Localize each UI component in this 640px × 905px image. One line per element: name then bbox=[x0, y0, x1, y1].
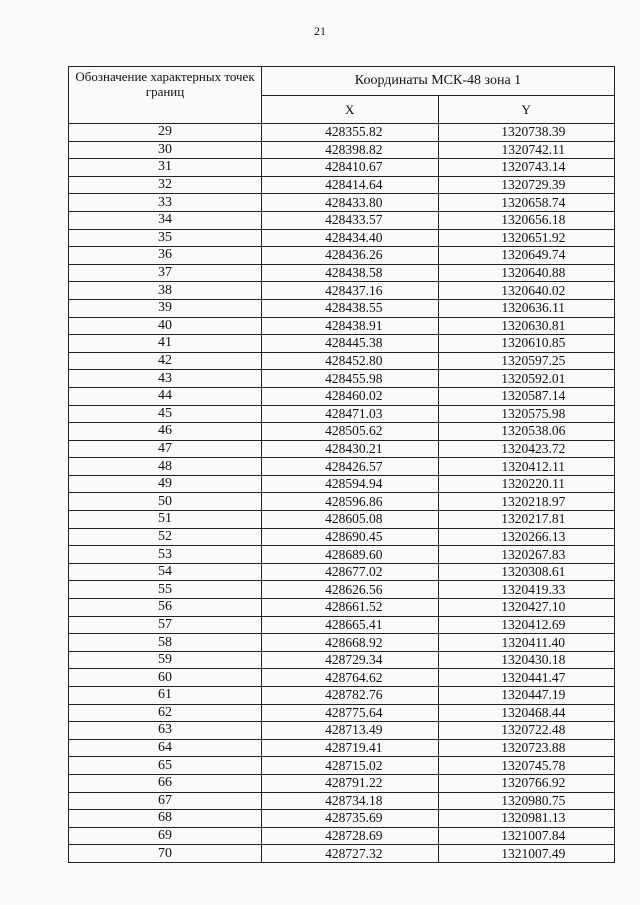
point-number-cell: 52 bbox=[69, 528, 262, 546]
y-coordinate-cell: 1320468.44 bbox=[438, 704, 615, 722]
x-coordinate-cell: 428594.94 bbox=[262, 475, 439, 493]
point-number-cell: 46 bbox=[69, 423, 262, 441]
table-row bbox=[69, 211, 615, 229]
x-coordinate-cell: 428398.82 bbox=[262, 141, 439, 159]
table-row bbox=[69, 599, 615, 617]
point-number-cell: 53 bbox=[69, 546, 262, 564]
x-coordinate-cell: 428665.41 bbox=[262, 616, 439, 634]
y-coordinate-cell: 1320267.83 bbox=[438, 546, 615, 564]
point-number-cell: 64 bbox=[69, 739, 262, 757]
table-row bbox=[69, 387, 615, 405]
table-row bbox=[69, 581, 615, 599]
y-coordinate-cell: 1320441.47 bbox=[438, 669, 615, 687]
point-number-cell: 56 bbox=[69, 599, 262, 617]
point-number-cell: 43 bbox=[69, 370, 262, 388]
point-number-cell: 49 bbox=[69, 475, 262, 493]
point-number-cell: 60 bbox=[69, 669, 262, 687]
point-number-cell: 32 bbox=[69, 176, 262, 194]
y-coordinate-cell: 1320597.25 bbox=[438, 352, 615, 370]
x-coordinate-cell: 428471.03 bbox=[262, 405, 439, 423]
y-coordinate-cell: 1320430.18 bbox=[438, 651, 615, 669]
table-row bbox=[69, 687, 615, 705]
point-number-cell: 47 bbox=[69, 440, 262, 458]
table-row bbox=[69, 669, 615, 687]
point-number-cell: 37 bbox=[69, 264, 262, 282]
point-number-cell: 34 bbox=[69, 211, 262, 229]
y-coordinate-cell: 1320427.10 bbox=[438, 599, 615, 617]
table-row bbox=[69, 299, 615, 317]
point-number-cell: 67 bbox=[69, 792, 262, 810]
y-coordinate-cell: 1320423.72 bbox=[438, 440, 615, 458]
x-coordinate-cell: 428690.45 bbox=[262, 528, 439, 546]
point-number-cell: 66 bbox=[69, 774, 262, 792]
y-coordinate-cell: 1320722.48 bbox=[438, 722, 615, 740]
y-coordinate-cell: 1321007.49 bbox=[438, 845, 615, 863]
y-coordinate-cell: 1320610.85 bbox=[438, 335, 615, 353]
point-number-cell: 63 bbox=[69, 722, 262, 740]
x-coordinate-cell: 428689.60 bbox=[262, 546, 439, 564]
x-coordinate-cell: 428438.91 bbox=[262, 317, 439, 335]
x-coordinate-cell: 428410.67 bbox=[262, 159, 439, 177]
table-row bbox=[69, 563, 615, 581]
table-row bbox=[69, 493, 615, 511]
point-number-cell: 57 bbox=[69, 616, 262, 634]
point-number-cell: 42 bbox=[69, 352, 262, 370]
table-row bbox=[69, 810, 615, 828]
y-coordinate-cell: 1320308.61 bbox=[438, 563, 615, 581]
point-number-cell: 55 bbox=[69, 581, 262, 599]
header-x: X bbox=[262, 96, 439, 124]
table-row bbox=[69, 792, 615, 810]
table-row bbox=[69, 827, 615, 845]
table-row bbox=[69, 440, 615, 458]
table-row bbox=[69, 511, 615, 529]
table-row bbox=[69, 317, 615, 335]
point-number-cell: 33 bbox=[69, 194, 262, 212]
x-coordinate-cell: 428719.41 bbox=[262, 739, 439, 757]
y-coordinate-cell: 1320658.74 bbox=[438, 194, 615, 212]
table-row bbox=[69, 475, 615, 493]
x-coordinate-cell: 428433.57 bbox=[262, 211, 439, 229]
x-coordinate-cell: 428438.58 bbox=[262, 264, 439, 282]
page-number: 21 bbox=[314, 24, 326, 38]
table-row bbox=[69, 704, 615, 722]
table-row bbox=[69, 739, 615, 757]
x-coordinate-cell: 428791.22 bbox=[262, 774, 439, 792]
x-coordinate-cell: 428775.64 bbox=[262, 704, 439, 722]
table-row bbox=[69, 229, 615, 247]
y-coordinate-cell: 1320980.75 bbox=[438, 792, 615, 810]
table-row bbox=[69, 159, 615, 177]
table-row bbox=[69, 124, 615, 142]
x-coordinate-cell: 428445.38 bbox=[262, 335, 439, 353]
x-coordinate-cell: 428430.21 bbox=[262, 440, 439, 458]
point-number-cell: 35 bbox=[69, 229, 262, 247]
y-coordinate-cell: 1320640.02 bbox=[438, 282, 615, 300]
point-number-cell: 70 bbox=[69, 845, 262, 863]
y-coordinate-cell: 1320640.88 bbox=[438, 264, 615, 282]
x-coordinate-cell: 428437.16 bbox=[262, 282, 439, 300]
y-coordinate-cell: 1320656.18 bbox=[438, 211, 615, 229]
header-designation: Обозначение характерных точек границ bbox=[69, 67, 262, 124]
x-coordinate-cell: 428727.32 bbox=[262, 845, 439, 863]
y-coordinate-cell: 1320651.92 bbox=[438, 229, 615, 247]
table-row bbox=[69, 423, 615, 441]
x-coordinate-cell: 428452.80 bbox=[262, 352, 439, 370]
y-coordinate-cell: 1320766.92 bbox=[438, 774, 615, 792]
point-number-cell: 40 bbox=[69, 317, 262, 335]
point-number-cell: 59 bbox=[69, 651, 262, 669]
x-coordinate-cell: 428455.98 bbox=[262, 370, 439, 388]
x-coordinate-cell: 428735.69 bbox=[262, 810, 439, 828]
x-coordinate-cell: 428433.80 bbox=[262, 194, 439, 212]
x-coordinate-cell: 428436.26 bbox=[262, 247, 439, 265]
header-y: Y bbox=[438, 96, 615, 124]
x-coordinate-cell: 428729.34 bbox=[262, 651, 439, 669]
y-coordinate-cell: 1320412.11 bbox=[438, 458, 615, 476]
y-coordinate-cell: 1320981.13 bbox=[438, 810, 615, 828]
point-number-cell: 30 bbox=[69, 141, 262, 159]
table-row bbox=[69, 651, 615, 669]
x-coordinate-cell: 428355.82 bbox=[262, 124, 439, 142]
x-coordinate-cell: 428764.62 bbox=[262, 669, 439, 687]
y-coordinate-cell: 1320743.14 bbox=[438, 159, 615, 177]
x-coordinate-cell: 428668.92 bbox=[262, 634, 439, 652]
table-row bbox=[69, 634, 615, 652]
point-number-cell: 38 bbox=[69, 282, 262, 300]
x-coordinate-cell: 428715.02 bbox=[262, 757, 439, 775]
y-coordinate-cell: 1320419.33 bbox=[438, 581, 615, 599]
point-number-cell: 69 bbox=[69, 827, 262, 845]
table-row bbox=[69, 370, 615, 388]
table-row bbox=[69, 528, 615, 546]
point-number-cell: 44 bbox=[69, 387, 262, 405]
y-coordinate-cell: 1320636.11 bbox=[438, 299, 615, 317]
x-coordinate-cell: 428677.02 bbox=[262, 563, 439, 581]
point-number-cell: 54 bbox=[69, 563, 262, 581]
x-coordinate-cell: 428434.40 bbox=[262, 229, 439, 247]
x-coordinate-cell: 428426.57 bbox=[262, 458, 439, 476]
x-coordinate-cell: 428728.69 bbox=[262, 827, 439, 845]
y-coordinate-cell: 1321007.84 bbox=[438, 827, 615, 845]
x-coordinate-cell: 428505.62 bbox=[262, 423, 439, 441]
y-coordinate-cell: 1320630.81 bbox=[438, 317, 615, 335]
table-row bbox=[69, 722, 615, 740]
table-body bbox=[69, 124, 615, 863]
table-row bbox=[69, 247, 615, 265]
x-coordinate-cell: 428414.64 bbox=[262, 176, 439, 194]
y-coordinate-cell: 1320649.74 bbox=[438, 247, 615, 265]
point-number-cell: 31 bbox=[69, 159, 262, 177]
table-row bbox=[69, 405, 615, 423]
y-coordinate-cell: 1320266.13 bbox=[438, 528, 615, 546]
point-number-cell: 61 bbox=[69, 687, 262, 705]
table-header bbox=[69, 67, 615, 124]
point-number-cell: 68 bbox=[69, 810, 262, 828]
y-coordinate-cell: 1320220.11 bbox=[438, 475, 615, 493]
table-row bbox=[69, 757, 615, 775]
point-number-cell: 58 bbox=[69, 634, 262, 652]
point-number-cell: 62 bbox=[69, 704, 262, 722]
x-coordinate-cell: 428460.02 bbox=[262, 387, 439, 405]
y-coordinate-cell: 1320742.11 bbox=[438, 141, 615, 159]
point-number-cell: 39 bbox=[69, 299, 262, 317]
point-number-cell: 41 bbox=[69, 335, 262, 353]
table-row bbox=[69, 352, 615, 370]
header-row-top bbox=[69, 67, 615, 96]
y-coordinate-cell: 1320217.81 bbox=[438, 511, 615, 529]
point-number-cell: 48 bbox=[69, 458, 262, 476]
table-row bbox=[69, 264, 615, 282]
y-coordinate-cell: 1320411.40 bbox=[438, 634, 615, 652]
table-row bbox=[69, 458, 615, 476]
point-number-cell: 36 bbox=[69, 247, 262, 265]
x-coordinate-cell: 428734.18 bbox=[262, 792, 439, 810]
point-number-cell: 29 bbox=[69, 124, 262, 142]
coordinates-table bbox=[68, 66, 615, 863]
point-number-cell: 45 bbox=[69, 405, 262, 423]
table-row bbox=[69, 282, 615, 300]
table-row bbox=[69, 774, 615, 792]
y-coordinate-cell: 1320745.78 bbox=[438, 757, 615, 775]
table-row bbox=[69, 546, 615, 564]
y-coordinate-cell: 1320729.39 bbox=[438, 176, 615, 194]
y-coordinate-cell: 1320412.69 bbox=[438, 616, 615, 634]
point-number-cell: 51 bbox=[69, 511, 262, 529]
table-row bbox=[69, 616, 615, 634]
y-coordinate-cell: 1320587.14 bbox=[438, 387, 615, 405]
y-coordinate-cell: 1320538.06 bbox=[438, 423, 615, 441]
point-number-cell: 50 bbox=[69, 493, 262, 511]
point-number-cell: 65 bbox=[69, 757, 262, 775]
x-coordinate-cell: 428782.76 bbox=[262, 687, 439, 705]
table-row bbox=[69, 845, 615, 863]
y-coordinate-cell: 1320738.39 bbox=[438, 124, 615, 142]
table-row bbox=[69, 194, 615, 212]
table-row bbox=[69, 176, 615, 194]
y-coordinate-cell: 1320447.19 bbox=[438, 687, 615, 705]
y-coordinate-cell: 1320723.88 bbox=[438, 739, 615, 757]
x-coordinate-cell: 428713.49 bbox=[262, 722, 439, 740]
x-coordinate-cell: 428438.55 bbox=[262, 299, 439, 317]
y-coordinate-cell: 1320575.98 bbox=[438, 405, 615, 423]
y-coordinate-cell: 1320592.01 bbox=[438, 370, 615, 388]
y-coordinate-cell: 1320218.97 bbox=[438, 493, 615, 511]
table-row bbox=[69, 141, 615, 159]
x-coordinate-cell: 428626.56 bbox=[262, 581, 439, 599]
x-coordinate-cell: 428661.52 bbox=[262, 599, 439, 617]
x-coordinate-cell: 428605.08 bbox=[262, 511, 439, 529]
x-coordinate-cell: 428596.86 bbox=[262, 493, 439, 511]
header-coordinates: Координаты МСК-48 зона 1 bbox=[262, 67, 615, 96]
table-row bbox=[69, 335, 615, 353]
